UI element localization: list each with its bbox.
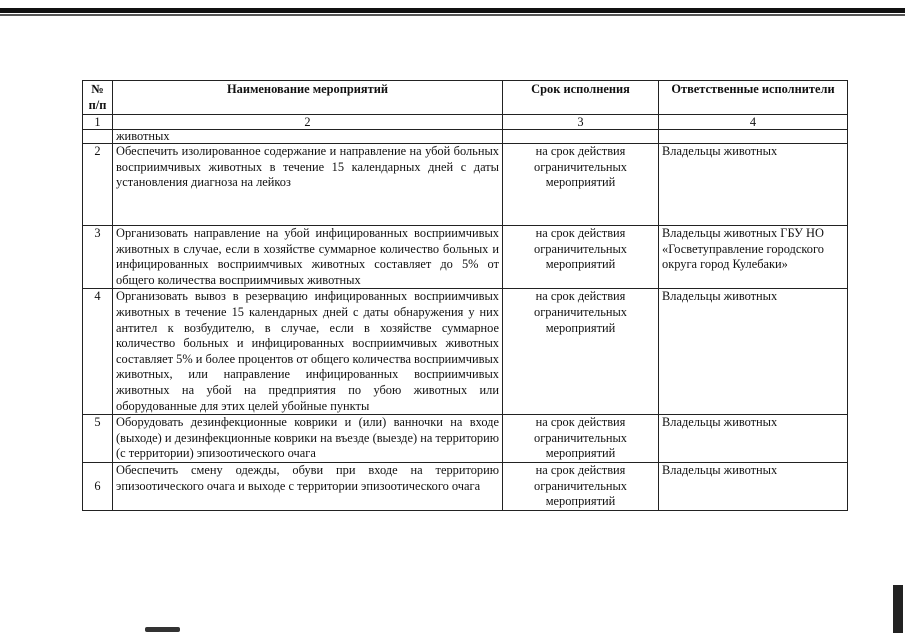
row-measure: Организовать направление на убой инфицированных восприимчивых животных в случае, если в хозяйстве суммарное количество больных и инфицированных восприимчивых животных составляет до 5% от общего количества восприимчивых животных bbox=[113, 226, 503, 289]
measures-table bbox=[82, 80, 848, 511]
continuation-term bbox=[503, 130, 659, 144]
row-measure: Обеспечить смену одежды, обуви при входе на территорию эпизоотического очага и выходе с территории эпизоотического очага bbox=[113, 462, 503, 510]
row-measure: Организовать вывоз в резервацию инфицированных восприимчивых животных в течение 15 календарных дней с даты обнаружения у них антител к возбудителю, в случае, если в хозяйстве суммарное количество больных и инфицированных восприимчивых животных составляет 5% и более процентов от общего количества восприимчивых животных, или направление инфицированных восприимчивых животных на убой на предприятия по убою животных или оборудованные для этих целей убойные пункты bbox=[113, 289, 503, 415]
row-responsible: Владельцы животных bbox=[659, 289, 848, 415]
continuation-row bbox=[83, 130, 848, 144]
row-number: 2 bbox=[83, 144, 113, 226]
scan-edge-line bbox=[0, 14, 905, 16]
table-row bbox=[83, 415, 848, 463]
scan-edge-shadow bbox=[0, 8, 905, 13]
continuation-text: животных bbox=[113, 130, 503, 144]
row-measure: Оборудовать дезинфекционные коврики и (или) ванночки на входе (выходе) и дезинфекционные коврики на въезде (выезде) на территорию (с территории) эпизоотического очага bbox=[113, 415, 503, 463]
row-responsible: Владельцы животных bbox=[659, 415, 848, 463]
table-row bbox=[83, 226, 848, 289]
table-header-row bbox=[83, 81, 848, 115]
continuation-num bbox=[83, 130, 113, 144]
row-measure: Обеспечить изолированное содержание и направление на убой больных восприимчивых животных в течение 15 календарных дней с даты установления диагноза на лейкоз bbox=[113, 144, 503, 226]
column-number-row bbox=[83, 115, 848, 130]
column-number: 1 bbox=[83, 115, 113, 130]
row-responsible: Владельцы животных ГБУ НО «Госветуправление городского округа город Кулебаки» bbox=[659, 226, 848, 289]
column-number: 3 bbox=[503, 115, 659, 130]
continuation-resp bbox=[659, 130, 848, 144]
column-number: 4 bbox=[659, 115, 848, 130]
header-term: Срок исполнения bbox=[503, 81, 659, 115]
row-responsible: Владельцы животных bbox=[659, 462, 848, 510]
table-row bbox=[83, 289, 848, 415]
row-term: на срок действия ограничительных мероприятий bbox=[503, 462, 659, 510]
table-row bbox=[83, 144, 848, 226]
row-number: 3 bbox=[83, 226, 113, 289]
header-responsible: Ответственные исполнители bbox=[659, 81, 848, 115]
row-number: 6 bbox=[83, 462, 113, 510]
header-number: № п/п bbox=[83, 81, 113, 115]
row-term: на срок действия ограничительных мероприятий bbox=[503, 289, 659, 415]
row-term: на срок действия ограничительных мероприятий bbox=[503, 226, 659, 289]
header-measure-name: Наименование мероприятий bbox=[113, 81, 503, 115]
row-responsible: Владельцы животных bbox=[659, 144, 848, 226]
scan-edge-mark bbox=[893, 585, 903, 633]
row-number: 5 bbox=[83, 415, 113, 463]
row-number: 4 bbox=[83, 289, 113, 415]
column-number: 2 bbox=[113, 115, 503, 130]
table-row bbox=[83, 462, 848, 510]
row-term: на срок действия ограничительных мероприятий bbox=[503, 415, 659, 463]
scan-smudge bbox=[145, 627, 180, 632]
row-term: на срок действия ограничительных мероприятий bbox=[503, 144, 659, 226]
